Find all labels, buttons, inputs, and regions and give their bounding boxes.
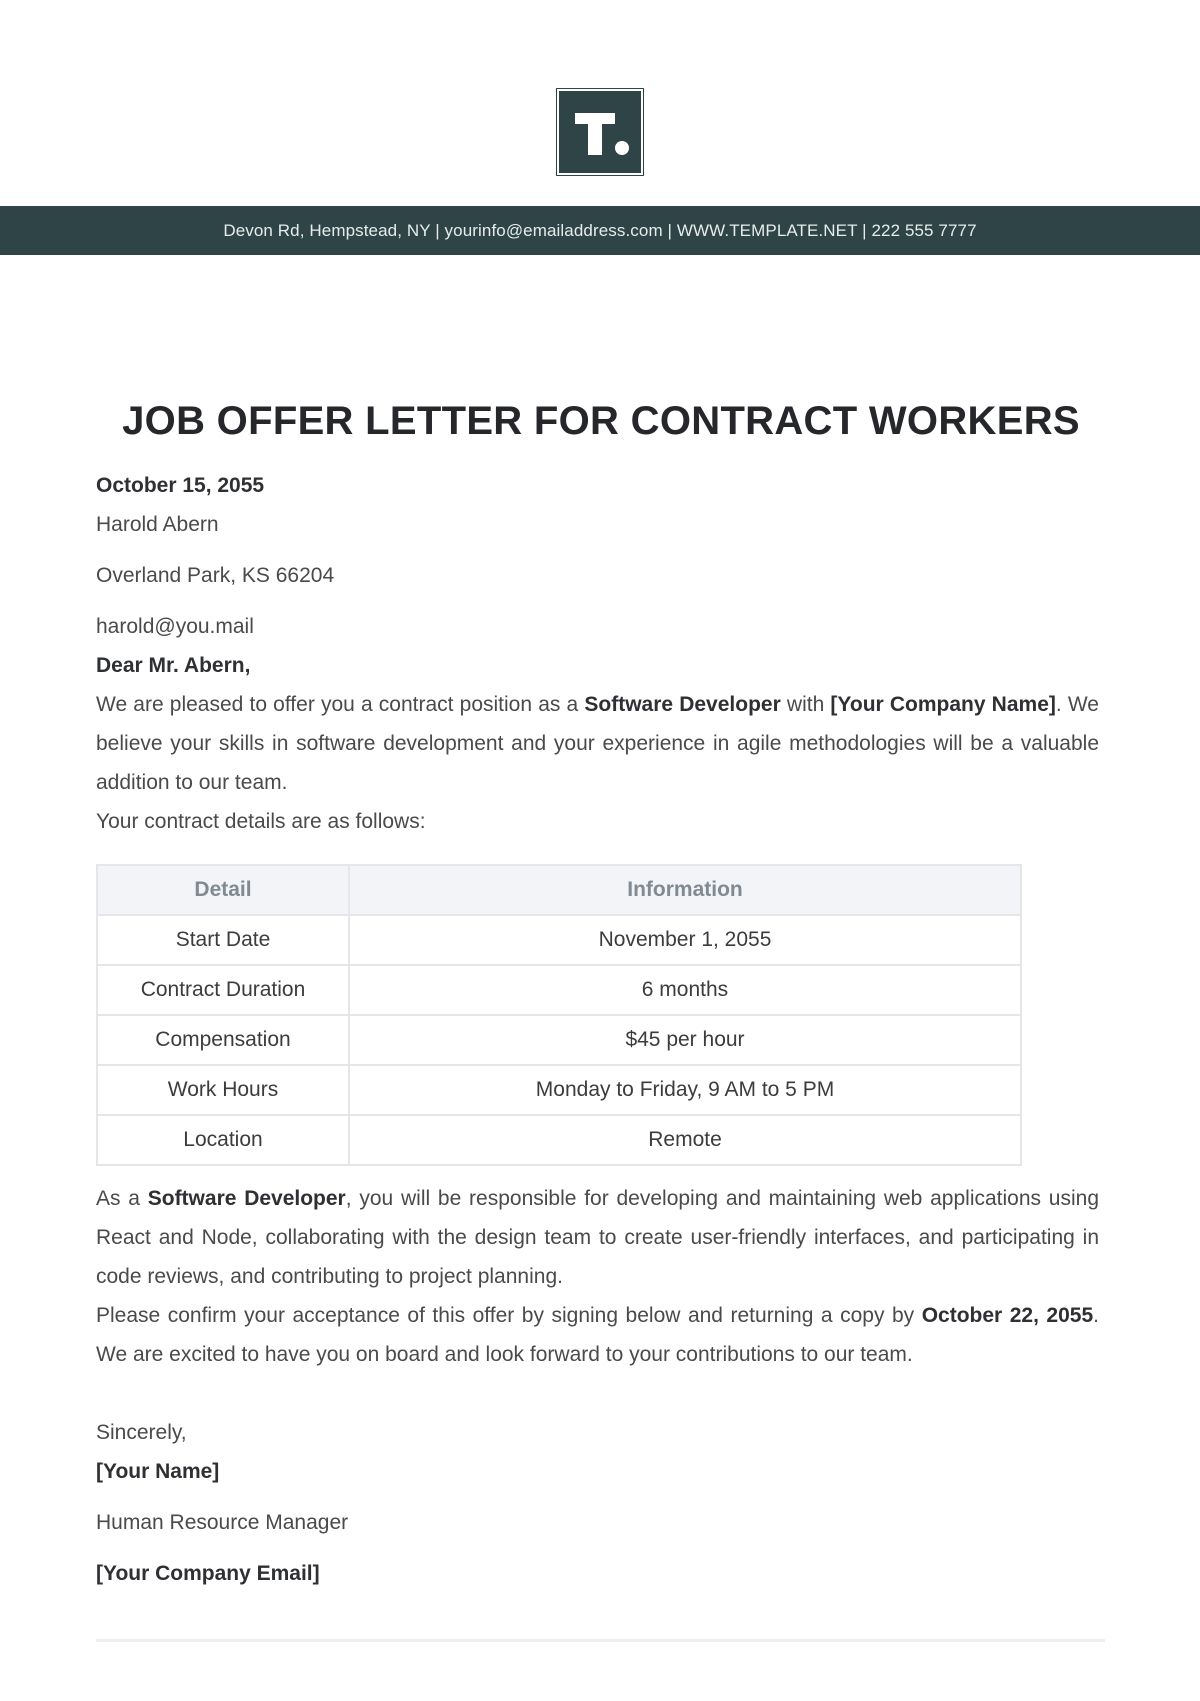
acceptance-deadline: October 22, 2055 <box>921 1304 1094 1327</box>
information-cell: Monday to Friday, 9 AM to 5 PM <box>349 1065 1021 1115</box>
contract-details-table <box>96 864 1022 1166</box>
information-cell: November 1, 2055 <box>349 915 1021 965</box>
recipient-name: Harold Abern <box>96 513 219 536</box>
document-title: JOB OFFER LETTER FOR CONTRACT WORKERS <box>122 399 1080 443</box>
table-row <box>97 1115 1021 1165</box>
detail-cell: Location <box>97 1115 349 1165</box>
letter-date: October 15, 2055 <box>96 474 265 497</box>
role-name: Software Developer <box>584 693 781 716</box>
detail-cell: Contract Duration <box>97 965 349 1015</box>
table-row <box>97 1015 1021 1065</box>
details-intro: Your contract details are as follows: <box>96 810 426 833</box>
information-cell: 6 months <box>349 965 1021 1015</box>
closing: Sincerely, <box>96 1421 187 1444</box>
intro-paragraph: We are pleased to offer you a contract position as a Software Developer with [Your Company Name]. We believe your skills in software development and your experience in agile methodologies will be a valuable addition to our team. <box>96 693 1099 794</box>
signature-title: Human Resource Manager <box>96 1511 349 1534</box>
table-row <box>97 915 1021 965</box>
table-row <box>97 965 1021 1015</box>
company-logo <box>556 88 644 176</box>
table-row <box>97 1065 1021 1115</box>
contact-bar: Devon Rd, Hempstead, NY | yourinfo@emailaddress.com | WWW.TEMPLATE.NET | 222 555 7777 <box>0 206 1200 255</box>
role-name: Software Developer <box>147 1187 346 1210</box>
detail-cell: Compensation <box>97 1015 349 1065</box>
signature-name: [Your Name] <box>96 1460 220 1483</box>
company-name-placeholder: [Your Company Name] <box>830 693 1056 716</box>
salutation: Dear Mr. Abern, <box>96 654 251 677</box>
table-header-row <box>97 865 1021 915</box>
detail-cell: Start Date <box>97 915 349 965</box>
detail-cell: Work Hours <box>97 1065 349 1115</box>
section-divider <box>96 1639 1105 1642</box>
information-cell: Remote <box>349 1115 1021 1165</box>
logo-t-icon <box>559 91 641 173</box>
recipient-address: Overland Park, KS 66204 <box>96 564 335 587</box>
signature-email: [Your Company Email] <box>96 1562 320 1585</box>
information-cell: $45 per hour <box>349 1015 1021 1065</box>
recipient-email: harold@you.mail <box>96 615 254 638</box>
column-header-information: Information <box>349 865 1021 915</box>
acceptance-paragraph: Please confirm your acceptance of this offer by signing below and returning a copy by October 22, 2055. We are excited to have you on board and look forward to your contributions to our team. <box>96 1304 1099 1366</box>
column-header-detail: Detail <box>97 865 349 915</box>
responsibilities-paragraph: As a Software Developer, you will be responsible for developing and maintaining web applications using React and Node, collaborating with the design team to create user-friendly interfaces, and participating in code reviews, and contributing to project planning. <box>96 1187 1099 1288</box>
